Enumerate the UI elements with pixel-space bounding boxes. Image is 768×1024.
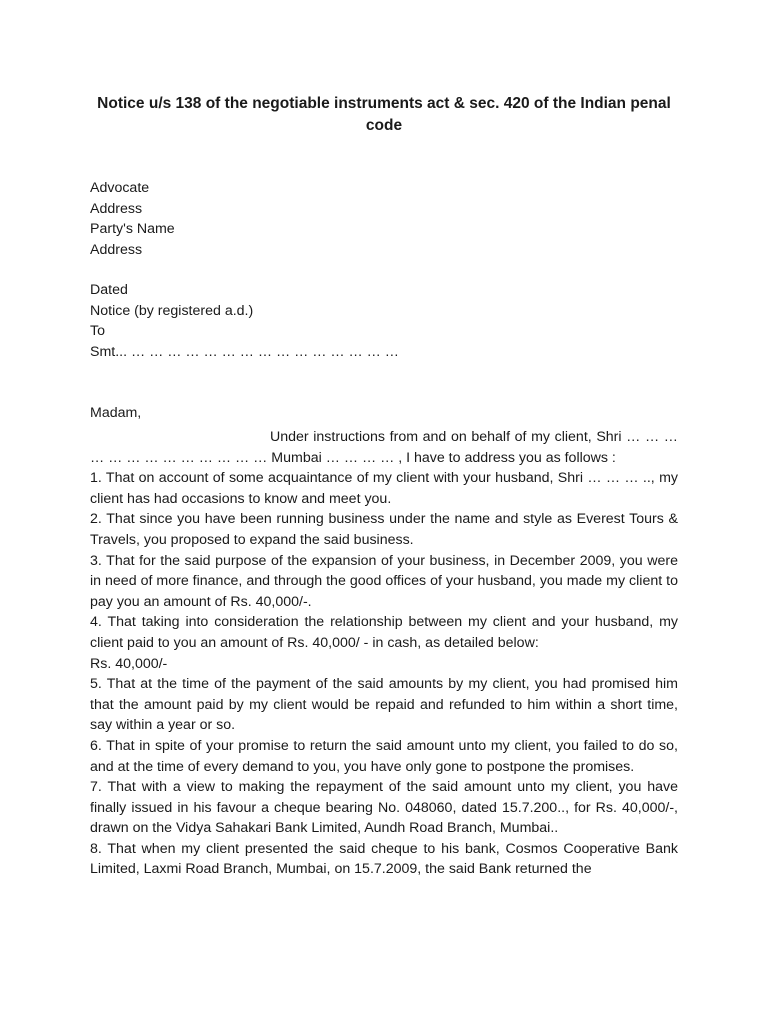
notice-block	[90, 280, 678, 362]
paragraph-2: 2. That since you have been running business under the name and style as Everest Tours & Travels, you proposed to expand the said business.	[90, 511, 678, 548]
paragraph-3: 3. That for the said purpose of the expansion of your business, in December 2009, you were in need of more finance, and through the good offices of your husband, you made my client to pay you an amount of Rs. 40,000/-.	[90, 552, 678, 610]
paragraph-4: 4. That taking into consideration the relationship between my client and your husband, my client paid to you an amount of Rs. 40,000/ - in cash, as detailed below:	[90, 614, 678, 651]
document-title: Notice u/s 138 of the negotiable instruments act & sec. 420 of the Indian penal code	[97, 95, 671, 134]
paragraph-6: 6. That in spite of your promise to return the said amount unto my client, you failed to do so, and at the time of every demand to you, you have only gone to postpone the promises.	[90, 737, 678, 775]
paragraph-7: 7. That with a view to making the repayment of the said amount unto my client, you have finally issued in his favour a cheque bearing No. 048060, dated 15.7.200.., for Rs. 40,000/-, drawn on the Vidya Sahakari Bank Limited, Aundh Road Branch, Mumbai..	[90, 779, 678, 837]
paragraph-8: 8. That when my client presented the said cheque to his bank, Cosmos Cooperative Bank Limited, Laxmi Road Branch, Mumbai, on 15.7.2009, the said Bank returned the	[90, 840, 678, 878]
intro-paragraph: Under instructions from and on behalf of my client, Shri … … … … … … … … … … … … … Mumbai … … … … , I have to address you as follows :	[90, 429, 678, 466]
notice-type-line: Notice (by registered a.d.)	[90, 302, 254, 319]
sender-block	[90, 178, 678, 260]
dated-line: Dated	[90, 282, 128, 298]
header-line-advocate: Advocate	[90, 180, 150, 196]
recipient-line: Smt... … … … … … … … … … … … … … … …	[90, 343, 399, 360]
to-line: To	[90, 323, 105, 340]
notice-body	[90, 427, 678, 880]
amount-line: Rs. 40,000/-	[90, 655, 168, 672]
salutation: Madam,	[90, 405, 142, 421]
paragraph-1: 1. That on account of some acquaintance of my client with your husband, Shri … … … .., my client has had occasions to know and meet you.	[90, 470, 678, 507]
paragraph-5: 5. That at the time of the payment of the said amounts by my client, you had promised him that the amount paid by my client would be repaid and refunded to him within a short time, say within a year or so.	[90, 676, 678, 734]
header-line-party-name: Party's Name	[90, 221, 175, 238]
header-line-party-address: Address	[90, 241, 143, 258]
header-line-address: Address	[90, 200, 143, 217]
